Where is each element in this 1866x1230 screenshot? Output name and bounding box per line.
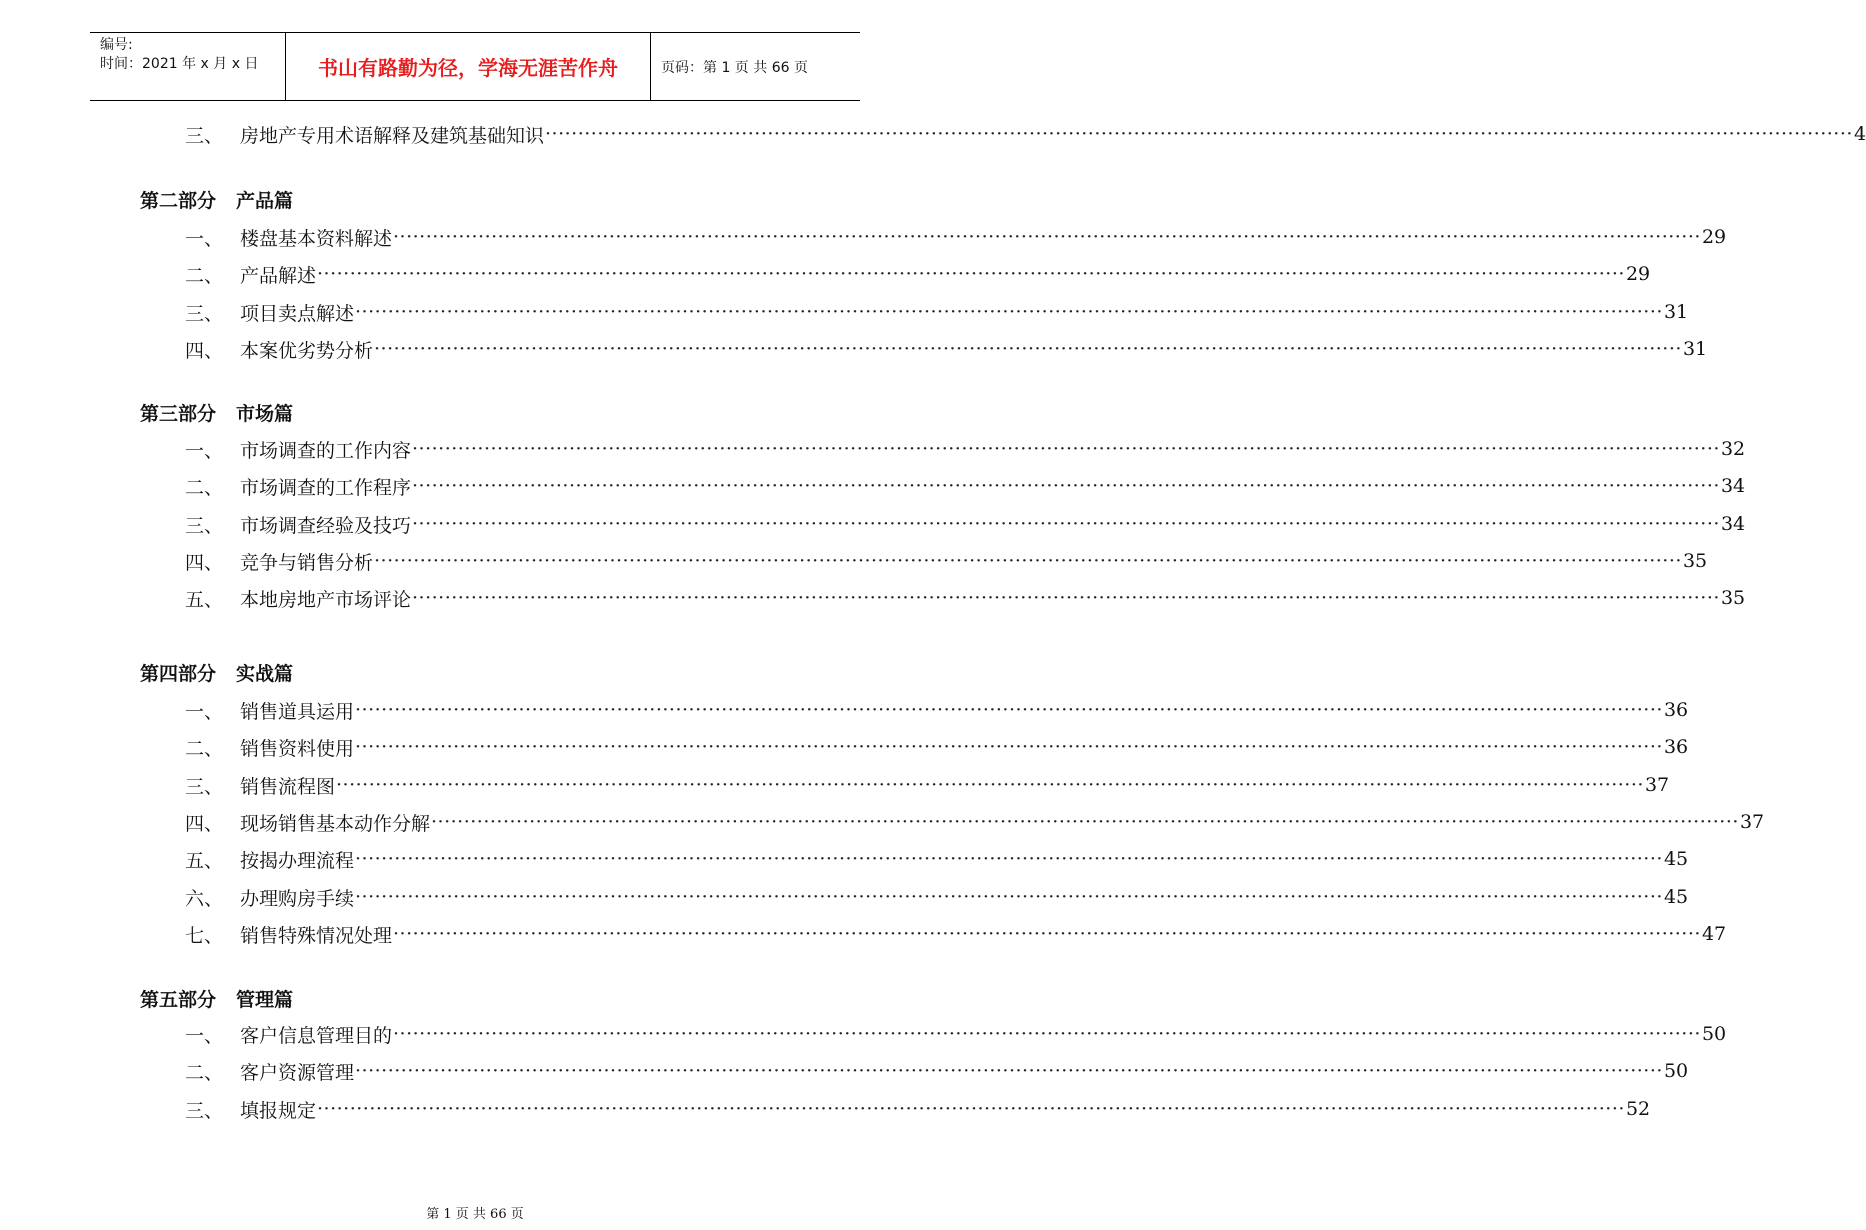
toc-entry[interactable] [185, 224, 1727, 250]
toc-entry-title: 现场销售基本动作分解 [240, 812, 431, 835]
toc-entry-title: 填报规定 [240, 1099, 317, 1122]
section-name: 管理篇 [236, 989, 294, 1011]
section-part-label: 第二部分 [140, 190, 217, 212]
toc-entry-page: 34 [1720, 513, 1746, 535]
header-motto: 书山有路勤为径，学海无涯苦作舟 [286, 33, 651, 100]
toc-leader-dots: ········································································································································································································ [393, 226, 1701, 248]
toc-section-heading [140, 399, 293, 427]
toc-entry[interactable] [185, 299, 1689, 325]
toc-entry-title: 客户资源管理 [240, 1061, 355, 1084]
toc-leader-dots: ········································································································································································································ [431, 811, 1739, 833]
toc-entry[interactable] [185, 697, 1689, 723]
doc-number-label: 编号: [100, 37, 133, 53]
toc-entry-title: 竞争与销售分析 [240, 551, 374, 574]
toc-entry-page: 35 [1720, 587, 1746, 609]
toc-entry-number: 三、 [185, 1099, 224, 1122]
toc-entry-number: 三、 [185, 302, 224, 325]
toc-entry-page: 31 [1663, 301, 1689, 323]
toc-entry-page: 36 [1663, 699, 1689, 721]
toc-entry[interactable] [185, 336, 1708, 362]
toc-entry-number: 二、 [185, 264, 224, 287]
section-name: 市场篇 [236, 403, 294, 425]
toc-entry-title: 销售资料使用 [240, 737, 355, 760]
header-meta [90, 33, 286, 100]
toc-entry[interactable] [185, 884, 1689, 910]
toc-entry-page: 50 [1701, 1023, 1727, 1045]
toc-leader-dots: ········································································································································································································ [317, 1098, 1625, 1120]
toc-entry[interactable] [185, 846, 1689, 872]
toc-entry[interactable] [185, 1021, 1727, 1047]
page-header [90, 32, 860, 101]
toc-entry[interactable] [185, 511, 1746, 537]
toc-entry-number: 一、 [185, 439, 224, 462]
toc-leader-dots: ········································································································································································································ [412, 438, 1720, 460]
toc-entry-title: 客户信息管理目的 [240, 1024, 393, 1047]
toc-entry-page: 29 [1701, 226, 1727, 248]
toc-entry-page: 34 [1720, 475, 1746, 497]
toc-entry[interactable] [185, 772, 1670, 798]
toc-entry-page: 29 [1625, 263, 1651, 285]
toc-entry-title: 房地产专用术语解释及建筑基础知识 [240, 124, 545, 147]
toc-entry-title: 销售道具运用 [240, 700, 355, 723]
toc-entry-title: 市场调查的工作程序 [240, 476, 412, 499]
toc-entry[interactable] [185, 261, 1651, 287]
toc-leader-dots: ········································································································································································································ [393, 1023, 1701, 1045]
doc-time-label: 时间：2021 年 x 月 x 日 [100, 56, 259, 72]
toc-entry[interactable] [185, 734, 1689, 760]
toc-leader-dots: ········································································································································································································ [545, 123, 1853, 145]
toc-entry[interactable] [185, 436, 1746, 462]
toc-entry-page: 47 [1701, 923, 1727, 945]
toc-entry-number: 三、 [185, 514, 224, 537]
toc-leader-dots: ········································································································································································································ [355, 699, 1663, 721]
toc-leader-dots: ········································································································································································································ [355, 301, 1663, 323]
toc-leader-dots: ········································································································································································································ [374, 550, 1682, 572]
toc-leader-dots: ········································································································································································································ [355, 1060, 1663, 1082]
toc-entry-number: 三、 [185, 775, 224, 798]
toc-entry-number: 四、 [185, 812, 224, 835]
toc-entry-title: 本地房地产市场评论 [240, 588, 412, 611]
section-part-label: 第五部分 [140, 989, 217, 1011]
toc-entry-number: 二、 [185, 1061, 224, 1084]
toc-entry[interactable] [185, 473, 1746, 499]
toc-entry-title: 办理购房手续 [240, 887, 355, 910]
toc-entry-number: 一、 [185, 1024, 224, 1047]
toc-entry-number: 五、 [185, 588, 224, 611]
toc-entry[interactable] [185, 921, 1727, 947]
toc-entry-title: 本案优劣势分析 [240, 339, 374, 362]
header-page-info: 页码：第 1 页 共 66 页 [661, 59, 808, 76]
toc-entry[interactable] [185, 585, 1746, 611]
toc-leader-dots: ········································································································································································································ [355, 736, 1663, 758]
toc-entry-page: 37 [1739, 811, 1765, 833]
toc-entry-number: 一、 [185, 700, 224, 723]
toc-leader-dots: ········································································································································································································ [412, 513, 1720, 535]
toc-leader-dots: ········································································································································································································ [374, 338, 1682, 360]
toc-entry-number: 二、 [185, 737, 224, 760]
toc-entry-page: 50 [1663, 1060, 1689, 1082]
toc-entry-page: 45 [1663, 848, 1689, 870]
toc-entry-page: 52 [1625, 1098, 1651, 1120]
toc-entry-page: 32 [1720, 438, 1746, 460]
toc-entry-number: 五、 [185, 849, 224, 872]
toc-entry-number: 四、 [185, 339, 224, 362]
toc-entry[interactable] [185, 121, 1866, 147]
toc-entry-page: 36 [1663, 736, 1689, 758]
toc-entry-number: 二、 [185, 476, 224, 499]
toc-entry-page: 31 [1682, 338, 1708, 360]
toc-leader-dots: ········································································································································································································ [355, 848, 1663, 870]
toc-entry[interactable] [185, 1058, 1689, 1084]
toc-entry-title: 项目卖点解述 [240, 302, 355, 325]
toc-entry-page: 4 [1853, 123, 1866, 145]
toc-leader-dots: ········································································································································································································ [412, 475, 1720, 497]
toc-entry-page: 35 [1682, 550, 1708, 572]
toc-entry-title: 市场调查的工作内容 [240, 439, 412, 462]
section-name: 实战篇 [236, 663, 294, 685]
toc-entry[interactable] [185, 809, 1765, 835]
section-name: 产品篇 [236, 190, 294, 212]
toc-entry-page: 45 [1663, 886, 1689, 908]
toc-entry-number: 三、 [185, 124, 224, 147]
toc-entry-title: 楼盘基本资料解述 [240, 227, 393, 250]
toc-entry-title: 按揭办理流程 [240, 849, 355, 872]
toc-leader-dots: ········································································································································································································ [355, 886, 1663, 908]
toc-entry-title: 产品解述 [240, 264, 317, 287]
toc-entry-number: 七、 [185, 924, 224, 947]
section-part-label: 第三部分 [140, 403, 217, 425]
toc-section-heading [140, 985, 293, 1013]
toc-entry-title: 销售流程图 [240, 775, 336, 798]
toc-entry-title: 销售特殊情况处理 [240, 924, 393, 947]
toc-leader-dots: ········································································································································································································ [336, 774, 1644, 796]
toc-leader-dots: ········································································································································································································ [412, 587, 1720, 609]
toc-entry-title: 市场调查经验及技巧 [240, 514, 412, 537]
toc-entry[interactable] [185, 1096, 1651, 1122]
toc-entry-number: 四、 [185, 551, 224, 574]
toc-leader-dots: ········································································································································································································ [393, 923, 1701, 945]
page-footer: 第 1 页 共 66 页 [426, 1207, 524, 1222]
toc-entry[interactable] [185, 548, 1708, 574]
toc-section-heading [140, 186, 293, 214]
toc-entry-number: 一、 [185, 227, 224, 250]
section-part-label: 第四部分 [140, 663, 217, 685]
toc-leader-dots: ········································································································································································································ [317, 263, 1625, 285]
toc-entry-page: 37 [1644, 774, 1670, 796]
toc-section-heading [140, 659, 293, 687]
toc-entry-number: 六、 [185, 887, 224, 910]
